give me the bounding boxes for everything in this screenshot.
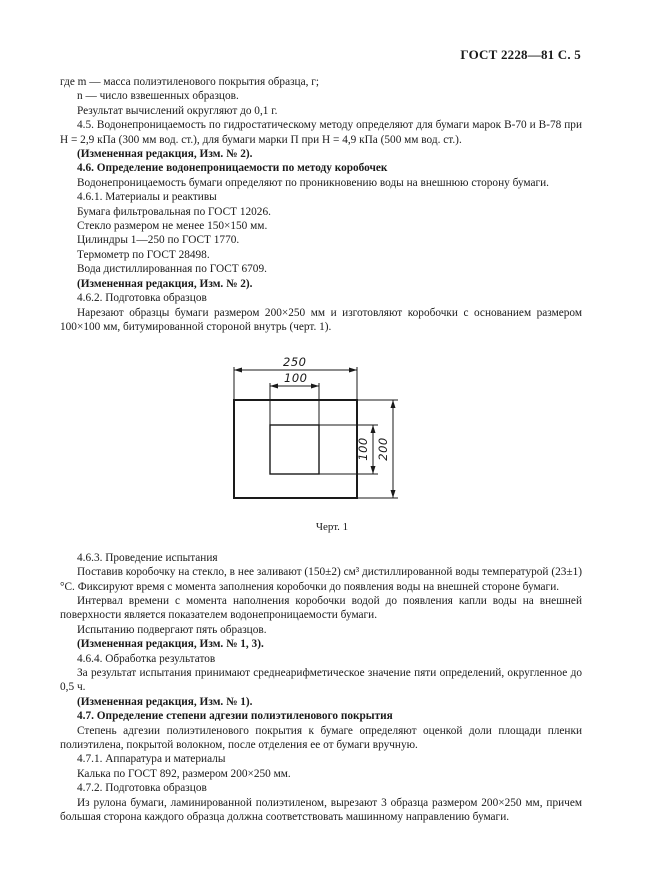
paragraph: Водонепроницаемость бумаги определяют по проникновению воды на внешнюю сторону бумаги. <box>77 176 549 189</box>
dimension-label-100-h: 100 <box>284 371 308 386</box>
paragraph: Степень адгезии полиэтиленового покрытия к бумаге определяют оценкой доли площади пленки полиэтилена, покрытой волокном, после отделения ее от бумаги вручную. <box>60 724 582 751</box>
paragraph: Результат вычислений округляют до 0,1 г. <box>77 104 278 117</box>
amendment-note: (Измененная редакция, Изм. № 1, 3). <box>77 638 264 651</box>
paragraph: Из рулона бумаги, ламинированной полиэтиленом, вырезают 3 образца размером 200×250 мм, причем большая сторона каждого образца должна соответствовать машинному направлению бумаги. <box>60 796 582 824</box>
paragraph: Поставив коробочку на стекло, в нее заливают (150±2) см³ дистиллированной воды температурой (23±1) °С. Фиксируют время с момента заполнения коробочки до появления воды на внешней стороне бумаги. <box>60 566 582 593</box>
subsection-heading: 4.7.2. Подготовка образцов <box>77 782 207 795</box>
amendment-note: (Измененная редакция, Изм. № 2). <box>77 148 253 161</box>
document-body <box>60 75 582 824</box>
inner-base-outline <box>270 425 319 474</box>
amendment-note: (Измененная редакция, Изм. № 2). <box>77 277 253 290</box>
paragraph: n — число взвешенных образцов. <box>77 90 239 103</box>
paragraph: где m — масса полиэтиленового покрытия образца, г; <box>60 76 320 88</box>
dimension-label-200: 200 <box>376 437 390 462</box>
box-template-drawing <box>60 353 582 503</box>
list-item: Вода дистиллированная по ГОСТ 6709. <box>77 263 267 276</box>
section-heading: 4.7. Определение степени адгезии полиэтиленового покрытия <box>77 710 393 723</box>
list-item: Бумага фильтровальная по ГОСТ 12026. <box>77 205 271 218</box>
subsection-heading: 4.7.1. Аппаратура и материалы <box>77 753 226 766</box>
page-header: ГОСТ 2228—81 С. 5 <box>460 47 581 62</box>
paragraph: За результат испытания принимают среднеарифметическое значение пяти определений, округленное до 0,5 ч. <box>60 666 582 694</box>
list-item: Стекло размером не менее 150×150 мм. <box>77 220 268 233</box>
dimension-label-100-v: 100 <box>356 437 370 462</box>
subsection-heading: 4.6.4. Обработка результатов <box>77 652 216 665</box>
subsection-heading: 4.6.2. Подготовка образцов <box>77 292 207 305</box>
paragraph: Интервал времени с момента наполнения коробочки водой до появления капли воды на внешней поверхности является показателем водонепроницаемости бумаги. <box>60 594 582 622</box>
list-item: Термометр по ГОСТ 28498. <box>77 248 210 261</box>
list-item: Калька по ГОСТ 892, размером 200×250 мм. <box>77 767 291 780</box>
paragraph: Испытанию подвергают пять образцов. <box>77 623 267 636</box>
paragraph: Нарезают образцы бумаги размером 200×250 мм и изготовляют коробочки с основанием размером 100×100 мм, битумированной стороной внутрь (черт. 1). <box>60 306 582 333</box>
dimension-label-250: 250 <box>283 355 307 370</box>
subsection-heading: 4.6.1. Материалы и реактивы <box>77 191 217 204</box>
figure-drawing <box>60 353 582 503</box>
amendment-note: (Измененная редакция, Изм. № 1). <box>77 695 253 708</box>
subsection-heading: 4.6.3. Проведение испытания <box>77 551 218 564</box>
figure-caption: Черт. 1 <box>315 521 349 534</box>
section-heading: 4.6. Определение водонепроницаемости по методу коробочек <box>77 162 388 175</box>
paragraph: 4.5. Водонепроницаемость по гидростатическому методу определяют для бумаги марок В-70 и В-78 при H = 2,9 кПа (300 мм вод. ст.), для бумаги марки П при H = 4,9 кПа (500 мм вод. ст.). <box>60 119 582 146</box>
list-item: Цилиндры 1—250 по ГОСТ 1770. <box>77 234 240 247</box>
outer-sheet-outline <box>234 400 357 498</box>
